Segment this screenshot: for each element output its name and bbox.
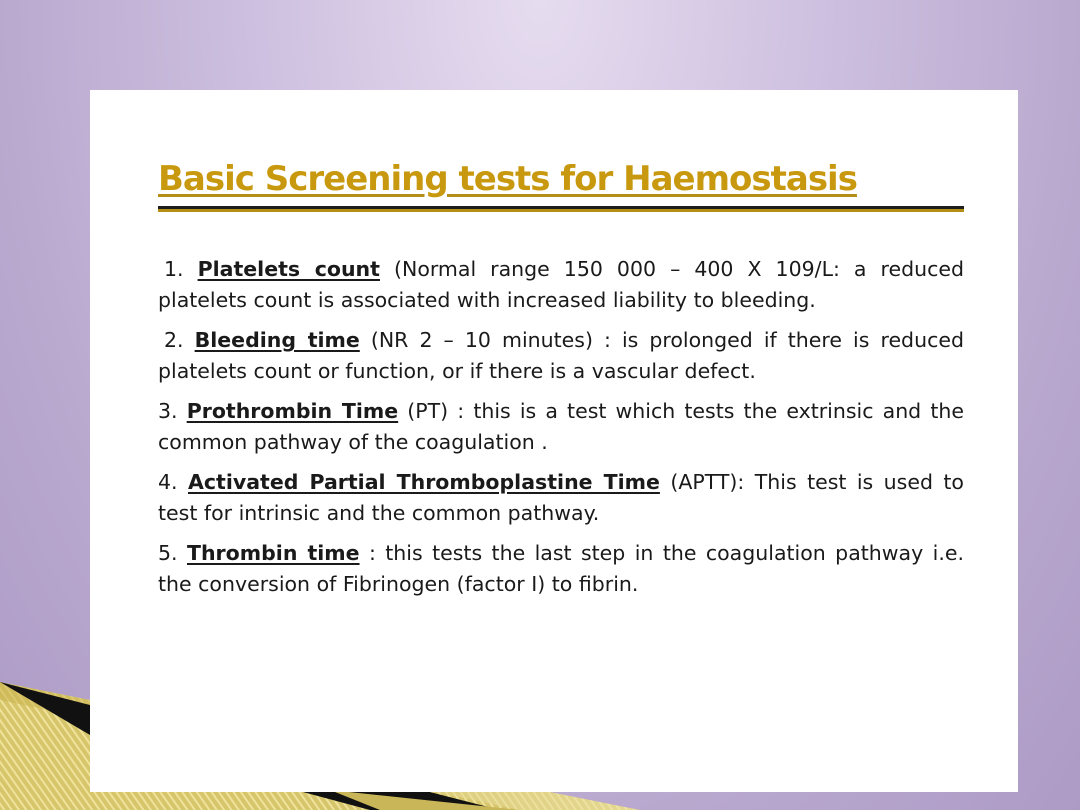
test-item-name: Prothrombin Time	[186, 399, 399, 423]
test-item-prothrombin-time	[158, 396, 964, 458]
test-item-number: 2.	[164, 328, 184, 352]
test-item-number: 5.	[158, 541, 178, 565]
test-item-number: 3.	[158, 399, 178, 423]
test-item-name: Platelets count	[197, 257, 380, 281]
test-item-name: Activated Partial Thromboplastine Time	[188, 470, 660, 494]
test-item-name: Bleeding time	[194, 328, 360, 352]
test-item-number: 4.	[158, 470, 178, 494]
test-item-description: (Normal range 150 000 – 400 X 109/L: a reduced platelets count is associated with increased liability to bleeding.	[158, 257, 964, 312]
test-item-description: (APTT): This test is used to test for intrinsic and the common pathway.	[158, 470, 964, 525]
test-item-description: (NR 2 – 10 minutes) : is prolonged if there is reduced platelets count or function, or if there is a vascular defect.	[158, 328, 964, 383]
test-item-description: : this tests the last step in the coagulation pathway i.e. the conversion of Fibrinogen (factor I) to fibrin.	[158, 541, 964, 596]
test-item-description: (PT) : this is a test which tests the extrinsic and the common pathway of the coagulation .	[158, 399, 964, 454]
slide-title: Basic Screening tests for Haemostasis	[158, 156, 964, 209]
test-item-aptt	[158, 467, 964, 529]
test-item-name: Thrombin time	[186, 541, 360, 565]
test-item-thrombin-time	[158, 538, 964, 600]
test-item-platelets-count	[158, 254, 964, 316]
test-item-number: 1.	[164, 257, 184, 281]
slide-content-card	[90, 90, 1018, 792]
screening-tests-list	[158, 254, 964, 609]
test-item-bleeding-time	[158, 325, 964, 387]
